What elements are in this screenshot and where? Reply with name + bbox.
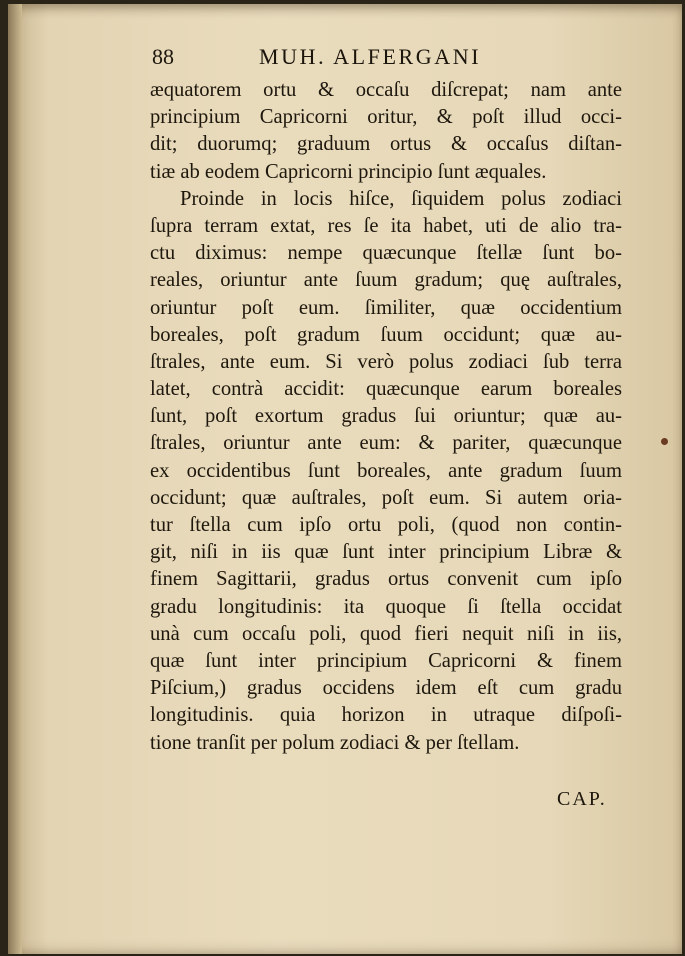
ink-stain [661, 438, 668, 445]
text-line: git, niſi in iis quæ ſunt inter principium Libræ & [150, 541, 622, 564]
body-text [150, 77, 622, 757]
text-line: tiæ ab eodem Capricorni principio ſunt æquales. [150, 160, 547, 183]
text-line: ſtrales, ante eum. Si verò polus zodiaci ſub terra [150, 350, 622, 373]
text-line: gradu longitudinis: ita quoque ſi ſtella occidat [150, 595, 622, 618]
text-line: ſunt, poſt exortum gradus ſui oriuntur; quæ au- [150, 405, 622, 428]
text-line: quæ ſunt inter principium Capricorni & finem [150, 649, 622, 672]
text-line: ex occidentibus ſunt boreales, ante gradum ſuum [150, 459, 622, 482]
text-line: tione tranſit per polum zodiaci & per ſtellam. [150, 731, 520, 754]
text-line: principium Capricorni oritur, & poſt illud occi- [150, 106, 622, 129]
text-line: occidunt; quæ auſtrales, poſt eum. Si autem oria- [150, 486, 622, 509]
page-number: 88 [152, 44, 174, 69]
text-line: æquatorem ortu & occaſu diſcrepat; nam ante [150, 79, 622, 101]
text-line: latet, contrà accidit: quæcunque earum boreales [150, 378, 622, 401]
text-line: longitudinis. quia horizon in utraque diſpoſi- [150, 704, 622, 727]
text-line: oriuntur poſt eum. ſimiliter, quæ occidentium [150, 296, 622, 319]
text-line: tur ſtella cum ipſo ortu poli, (quod non contin- [150, 514, 622, 536]
text-line: Piſcium,) gradus occidens idem eſt cum gradu [150, 677, 622, 700]
text-line: reales, oriuntur ante ſuum gradum; quę auſtrales, [150, 269, 622, 292]
page-gutter [8, 4, 22, 954]
text-line: Proinde in locis hiſce, ſiquidem polus zodiaci [180, 187, 622, 210]
catchword: CAP. [557, 788, 607, 810]
text-line: ſtrales, oriuntur ante eum: & pariter, quæcunque [150, 432, 622, 455]
running-title: MUH. ALFERGANI [259, 44, 482, 69]
text-line: ctu diximus: nempe quæcunque ſtellæ ſunt bo- [150, 242, 622, 265]
text-line: dit; duorumq; graduum ortus & occaſus diſtan- [150, 133, 622, 156]
text-line: ſupra terram extat, res ſe ita habet, uti de alio tra- [150, 214, 622, 237]
text-line: finem Sagittarii, gradus ortus convenit cum ipſo [150, 568, 622, 591]
text-line: boreales, poſt gradum ſuum occidunt; quæ au- [150, 323, 622, 346]
text-line: unà cum occaſu poli, quod fieri nequit niſi in iis, [150, 622, 622, 645]
